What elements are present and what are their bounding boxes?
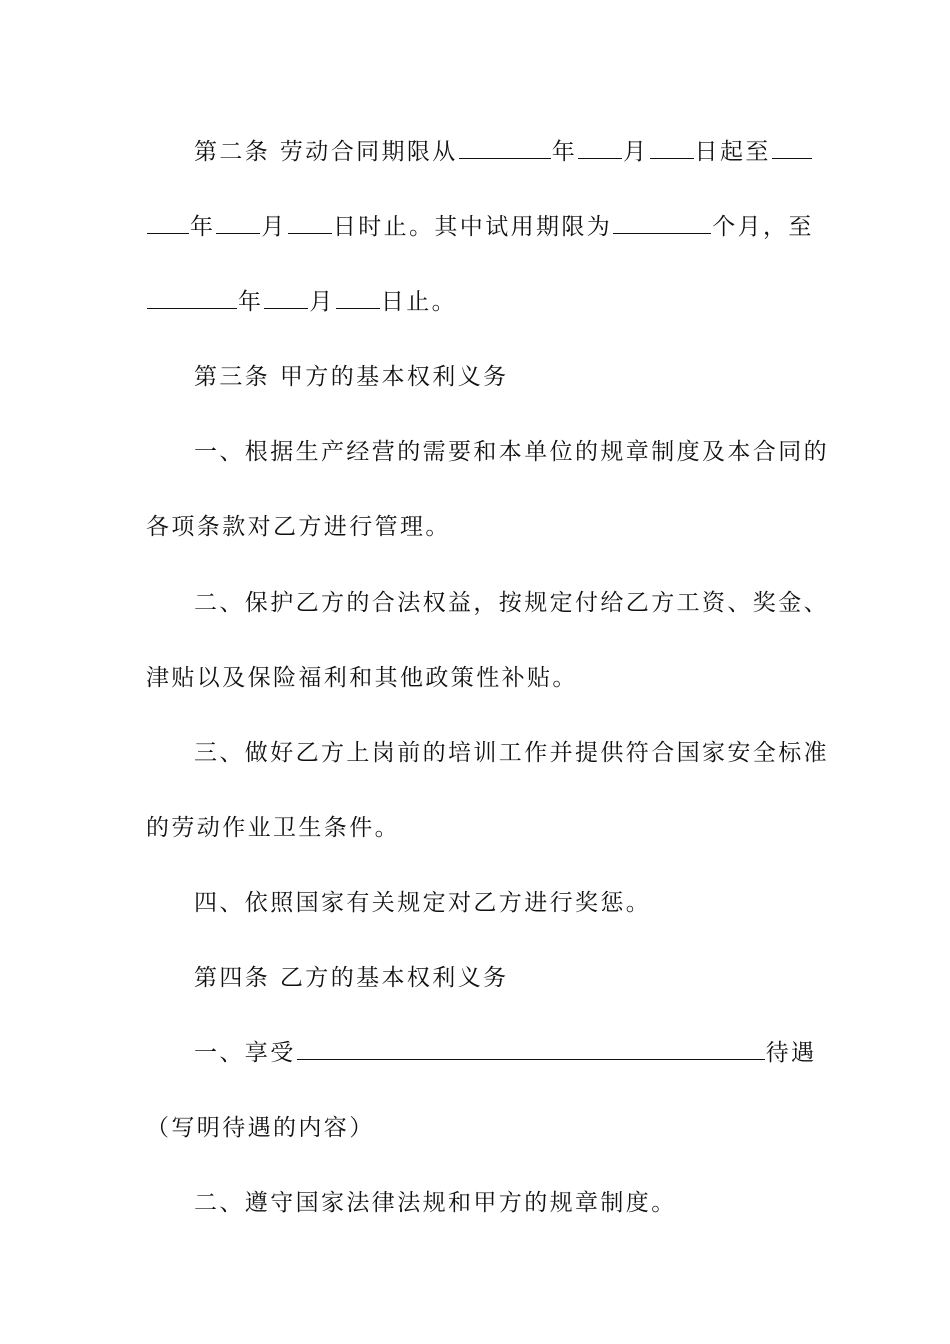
probation-end-year-blank[interactable] [147,286,237,309]
article-3-item-3-line-1: 三、做好乙方上岗前的培训工作并提供符合国家安全标准 [194,740,829,766]
probation-text: 日时止。其中试用期限为 [332,214,613,240]
article-4-item-1 [194,1037,817,1069]
probation-end-month-blank[interactable] [264,286,308,309]
article-4-item-1-note: （写明待遇的内容） [146,1115,375,1141]
end-year-label: 年 [190,214,216,240]
end-day-blank[interactable] [288,211,332,234]
end-year-blank-part1[interactable] [772,136,812,159]
start-day-blank[interactable] [650,136,694,159]
end-month-blank[interactable] [216,211,260,234]
end-month-label: 月 [261,214,287,240]
probation-months-blank[interactable] [613,211,711,234]
article-3-item-3-line-2: 的劳动作业卫生条件。 [146,815,400,841]
article-2-heading: 第二条 劳动合同期限从 [194,139,458,165]
start-year-blank[interactable] [459,136,551,159]
probation-end-day-blank[interactable] [336,286,380,309]
zhi-label: 至 [745,139,771,165]
article-2-line-1 [194,136,806,168]
article-3-item-1-line-1: 一、根据生产经营的需要和本单位的规章制度及本合同的 [194,439,829,465]
article-2-line-2 [146,211,814,243]
article-3-item-4: 四、依照国家有关规定对乙方进行奖惩。 [194,890,652,916]
start-month-blank[interactable] [578,136,622,159]
article-4-item-1-suffix: 待遇 [765,1040,817,1066]
day-label: 日 [694,139,720,165]
months-until-label: 个月，至 [712,214,814,240]
article-2-line-3 [146,286,806,318]
month-label: 月 [623,139,649,165]
article-3-item-1-line-2: 各项条款对乙方进行管理。 [146,514,451,540]
probation-year-label: 年 [238,289,264,315]
benefits-blank[interactable] [297,1037,765,1060]
article-4-title: 第四条 乙方的基本权利义务 [194,965,509,991]
article-3-item-2-line-1: 二、保护乙方的合法权益，按规定付给乙方工资、奖金、 [194,590,829,616]
qi-label: 起 [719,139,746,165]
probation-end-label: 日止。 [380,289,458,315]
article-3-item-2-line-2: 津贴以及保险福利和其他政策性补贴。 [146,665,578,691]
article-3-title: 第三条 甲方的基本权利义务 [194,364,509,390]
article-4-item-1-prefix: 一、享受 [194,1040,296,1066]
year-label: 年 [551,139,578,165]
article-4-item-2: 二、遵守国家法律法规和甲方的规章制度。 [194,1190,677,1216]
end-year-blank-part2[interactable] [147,211,189,234]
probation-month-label: 月 [309,289,335,315]
